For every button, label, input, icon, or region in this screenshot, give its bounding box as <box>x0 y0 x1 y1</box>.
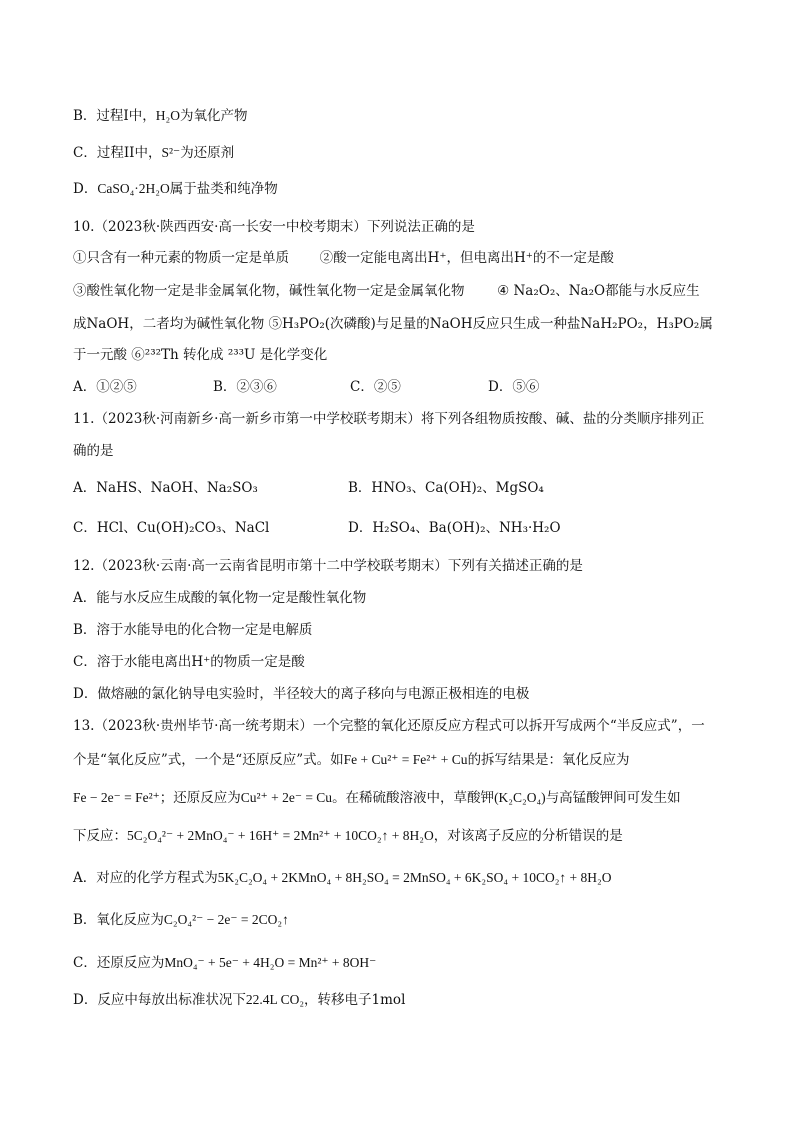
q11-stem-line2: 确的是 <box>73 443 114 459</box>
q11-option-c: C．HCl、Cu(OH)₂CO₃、NaCl <box>73 520 270 536</box>
q10-option-c: C．②⑤ <box>350 379 401 395</box>
q13-stem-line3: Fe − 2e⁻ = Fe²⁺；还原反应为Cu²⁺ + 2e⁻ = Cu。在稀硫酸溶液中，草酸钾(K₂C₂O₄)与高锰酸钾间可发生如 <box>73 790 681 806</box>
q12-stem: 12.（2023秋·云南·高一云南省昆明市第十二中学校联考期末）下列有关描述正确的是 <box>73 558 583 574</box>
q12-option-a: A．能与水反应生成酸的氧化物一定是酸性氧化物 <box>73 590 367 606</box>
q11-option-a: A．NaHS、NaOH、Na₂SO₃ <box>73 480 258 496</box>
q11-stem-line1: 11.（2023秋·河南新乡·高一新乡市第一中学校联考期末）将下列各组物质按酸、碱、盐的分类顺序排列正 <box>73 411 705 427</box>
q10-option-d: D．⑤⑥ <box>488 379 540 395</box>
q10-statements-line2: ③酸性氧化物一定是非金属氧化物，碱性氧化物一定是金属氧化物 ④ Na₂O₂、Na₂O都能与水反应生 <box>73 283 700 299</box>
q11-option-d: D．H₂SO₄、Ba(OH)₂、NH₃·H₂O <box>348 520 561 536</box>
q13-option-b: B．氧化反应为C₂O₄²⁻ − 2e⁻ = 2CO₂↑ <box>73 912 289 928</box>
q13-stem-line1: 13.（2023秋·贵州毕节·高一统考期末）一个完整的氧化还原反应方程式可以拆开写成两个“半反应式”，一 <box>73 718 705 734</box>
q10-stem: 10.（2023秋·陕西西安·高一长安一中校考期末）下列说法正确的是 <box>73 219 475 235</box>
q10-option-b: B．②③⑥ <box>213 379 277 395</box>
q10-statements-line4: 于一元酸 ⑥²³²Th 转化成 ²³³U 是化学变化 <box>73 347 328 363</box>
q12-option-b: B．溶于水能导电的化合物一定是电解质 <box>73 622 313 638</box>
q9-option-d: D．CaSO₄·2H₂O属于盐类和纯净物 <box>73 181 278 197</box>
q13-option-c: C．还原反应为MnO₄⁻ + 5e⁻ + 4H₂O = Mn²⁺ + 8OH⁻ <box>73 955 377 971</box>
q9-option-c: C．过程II中，S²⁻为还原剂 <box>73 145 235 161</box>
q13-stem-line4: 下反应：5C₂O₄²⁻ + 2MnO₄⁻ + 16H⁺ = 2Mn²⁺ + 10CO₂↑ + 8H₂O，对该离子反应的分析错误的是 <box>73 828 623 844</box>
q13-option-d: D．反应中每放出标准状况下22.4L CO₂，转移电子1mol <box>73 992 406 1008</box>
q13-stem-line2: 个是“氧化反应”式，一个是“还原反应”式。如Fe + Cu²⁺ = Fe²⁺ + Cu的拆写结果是：氧化反应为 <box>73 752 630 768</box>
q9-option-b: B．过程I中，H₂O为氧化产物 <box>73 108 248 124</box>
q12-option-d: D．做熔融的氯化钠导电实验时，半径较大的离子移向与电源正极相连的电极 <box>73 686 530 702</box>
q12-option-c: C．溶于水能电离出H⁺的物质一定是酸 <box>73 654 305 670</box>
q13-option-a: A．对应的化学方程式为5K₂C₂O₄ + 2KMnO₄ + 8H₂SO₄ = 2MnSO₄ + 6K₂SO₄ + 10CO₂↑ + 8H₂O <box>73 870 612 886</box>
q11-option-b: B．HNO₃、Ca(OH)₂、MgSO₄ <box>348 480 544 496</box>
q10-option-a: A．①②⑤ <box>73 379 137 395</box>
q10-statements-line1: ①只含有一种元素的物质一定是单质 ②酸一定能电离出H⁺，但电离出H⁺的不一定是酸 <box>73 250 614 266</box>
q10-statements-line3: 成NaOH，二者均为碱性氧化物 ⑤H₃PO₂(次磷酸)与足量的NaOH反应只生成一种盐NaH₂PO₂，H₃PO₂属 <box>73 316 713 332</box>
